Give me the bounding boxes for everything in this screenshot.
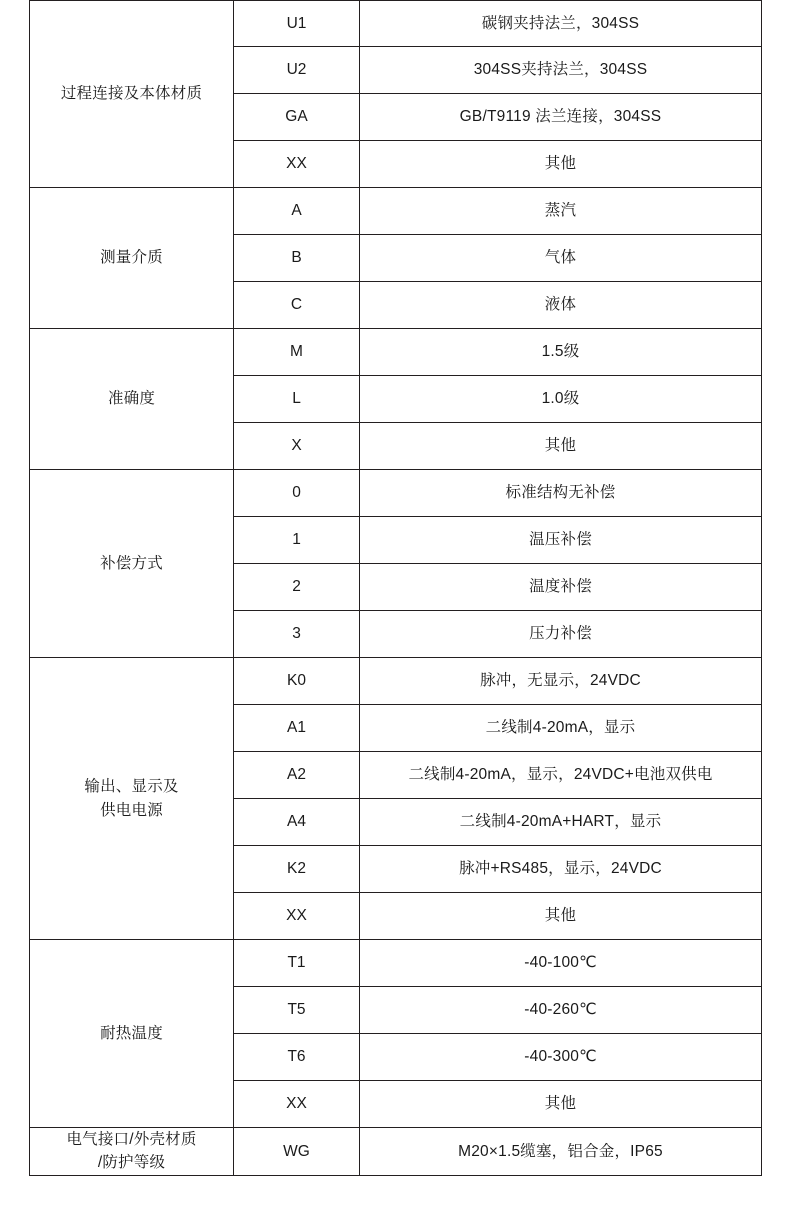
code-cell: A4 (234, 799, 360, 846)
code-cell: A1 (234, 705, 360, 752)
description-cell: 其他 (360, 141, 762, 188)
description-cell: 气体 (360, 235, 762, 282)
category-label: 补偿方式 (100, 554, 163, 572)
code-cell: 1 (234, 517, 360, 564)
category-label: 测量介质 (100, 249, 163, 267)
table-row (30, 658, 762, 705)
description-cell: 其他 (360, 893, 762, 940)
code-cell: WG (234, 1128, 360, 1176)
code-cell: M (234, 329, 360, 376)
code-cell: U1 (234, 1, 360, 47)
description-cell: 蒸汽 (360, 188, 762, 235)
description-cell: 二线制4-20mA+HART，显示 (360, 799, 762, 846)
code-cell: K2 (234, 846, 360, 893)
category-cell (30, 1128, 234, 1176)
code-cell: 0 (234, 470, 360, 517)
category-label: 电气接口/外壳材质 (66, 1131, 197, 1148)
description-cell: 二线制4-20mA，显示 (360, 705, 762, 752)
code-cell: C (234, 282, 360, 329)
code-cell: XX (234, 893, 360, 940)
code-cell: T1 (234, 940, 360, 987)
category-cell (30, 470, 234, 658)
category-label: /防护等级 (97, 1154, 166, 1172)
specification-table (29, 0, 762, 1176)
code-cell: A (234, 188, 360, 235)
description-cell: 304SS夹持法兰，304SS (360, 47, 762, 94)
table-row (30, 188, 762, 235)
code-cell: XX (234, 141, 360, 188)
category-label: 耐热温度 (100, 1024, 163, 1042)
category-label: 输出、显示及 (84, 778, 179, 796)
code-cell: A2 (234, 752, 360, 799)
description-cell: GB/T9119 法兰连接，304SS (360, 94, 762, 141)
description-cell: -40-300℃ (360, 1034, 762, 1081)
description-cell: 压力补偿 (360, 611, 762, 658)
code-cell: GA (234, 94, 360, 141)
code-cell: 2 (234, 564, 360, 611)
description-cell: 温压补偿 (360, 517, 762, 564)
category-cell (30, 329, 234, 470)
code-cell: L (234, 376, 360, 423)
table-body (30, 1, 762, 1176)
code-cell: K0 (234, 658, 360, 705)
table-row (30, 329, 762, 376)
description-cell: 液体 (360, 282, 762, 329)
description-cell: 脉冲+RS485，显示，24VDC (360, 846, 762, 893)
code-cell: T6 (234, 1034, 360, 1081)
description-cell: 其他 (360, 423, 762, 470)
category-label: 过程连接及本体材质 (60, 85, 203, 103)
description-cell: -40-100℃ (360, 940, 762, 987)
description-cell: 标准结构无补偿 (360, 470, 762, 517)
category-cell (30, 658, 234, 940)
description-cell: 二线制4-20mA，显示，24VDC+电池双供电 (360, 752, 762, 799)
description-cell: M20×1.5缆塞，铝合金，IP65 (360, 1128, 762, 1176)
table-row (30, 940, 762, 987)
category-label: 供电电源 (100, 801, 163, 819)
code-cell: T5 (234, 987, 360, 1034)
description-cell: -40-260℃ (360, 987, 762, 1034)
category-cell (30, 940, 234, 1128)
code-cell: U2 (234, 47, 360, 94)
table-row (30, 1128, 762, 1176)
description-cell: 1.0级 (360, 376, 762, 423)
code-cell: 3 (234, 611, 360, 658)
code-cell: B (234, 235, 360, 282)
code-cell: X (234, 423, 360, 470)
category-label: 准确度 (107, 390, 156, 408)
description-cell: 其他 (360, 1081, 762, 1128)
code-cell: XX (234, 1081, 360, 1128)
description-cell: 温度补偿 (360, 564, 762, 611)
category-cell (30, 188, 234, 329)
description-cell: 1.5级 (360, 329, 762, 376)
description-cell: 脉冲，无显示，24VDC (360, 658, 762, 705)
table-row (30, 470, 762, 517)
category-cell (30, 1, 234, 188)
table-row (30, 1, 762, 47)
description-cell: 碳钢夹持法兰，304SS (360, 1, 762, 47)
